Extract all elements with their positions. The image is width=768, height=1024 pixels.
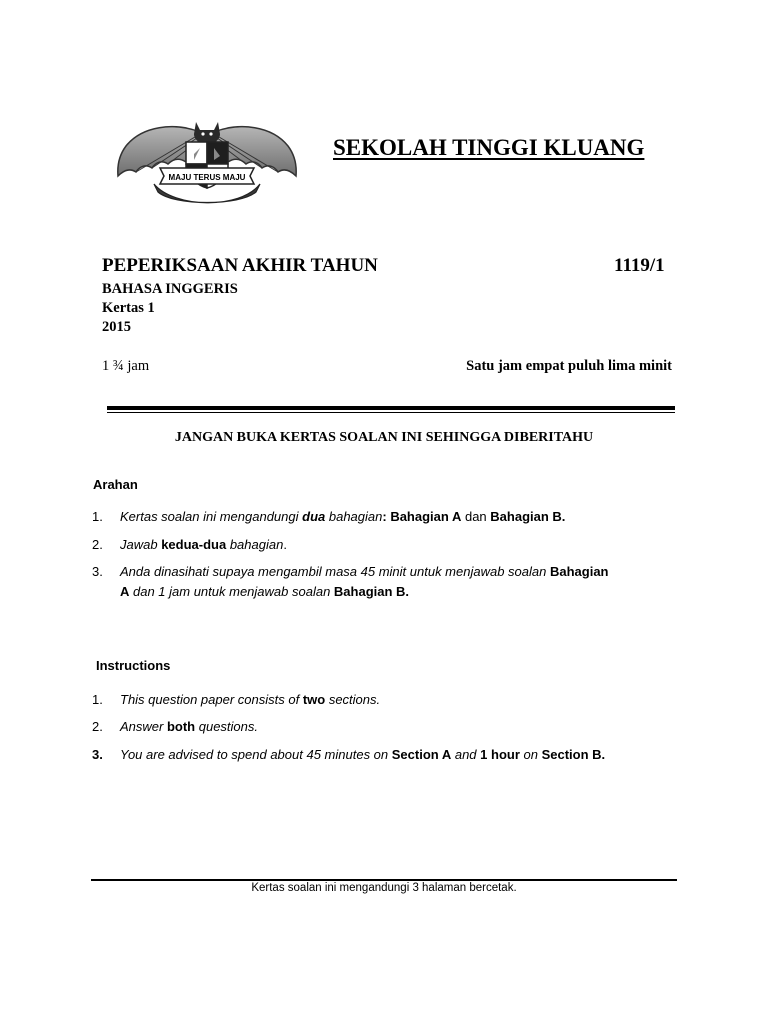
divider-thin [107,412,675,413]
school-crest-bat-icon [114,118,300,210]
footer-note: Kertas soalan ini mengandungi 3 halaman bercetak. [251,882,517,894]
item-number: 3. [92,747,103,762]
arahan-heading: Arahan [93,477,138,492]
svg-text:MAJU TERUS MAJU: MAJU TERUS MAJU [168,173,246,182]
school-name: SEKOLAH TINGGI KLUANG [333,135,645,160]
item-text: Kertas soalan ini mengandungi dua bahagian: Bahagian A dan Bahagian B. [120,509,566,524]
item-number: 3. [92,564,103,579]
item-number: 1. [92,509,103,524]
subject-name: BAHASA INGGERIS [102,281,238,297]
svg-text:SEK. TINGGI KLUANG: SEK. TINGGI KLUANG [169,189,245,204]
item-text: Anda dinasihati supaya mengambil masa 45 minit untuk menjawab soalan Bahagian [120,564,609,579]
duration-long: Satu jam empat puluh lima minit [466,358,672,374]
exam-year: 2015 [102,319,131,335]
item-text: You are advised to spend about 45 minutes on Section A and 1 hour on Section B. [120,747,606,762]
exam-title: PEPERIKSAAN AKHIR TAHUN [102,255,378,276]
item-text: Jawab kedua-dua bahagian. [120,537,287,552]
paper-code: 1119/1 [614,255,665,276]
item-number: 2. [92,537,103,552]
item-number: 1. [92,692,103,707]
double-divider [107,406,675,413]
footer-divider [91,879,677,881]
item-number: 2. [92,719,103,734]
item-text: This question paper consists of two sections. [120,692,381,707]
duration-short: 1 ¾ jam [102,358,150,374]
instructions-heading: Instructions [96,658,171,673]
paper-number: Kertas 1 [102,300,155,316]
divider-thick [107,406,675,410]
item-text-continued: A dan 1 jam untuk menjawab soalan Bahagian B. [120,584,410,599]
warning-notice: JANGAN BUKA KERTAS SOALAN INI SEHINGGA DIBERITAHU [174,430,594,445]
item-text: Answer both questions. [120,719,258,734]
school-crest-logo [114,118,300,210]
